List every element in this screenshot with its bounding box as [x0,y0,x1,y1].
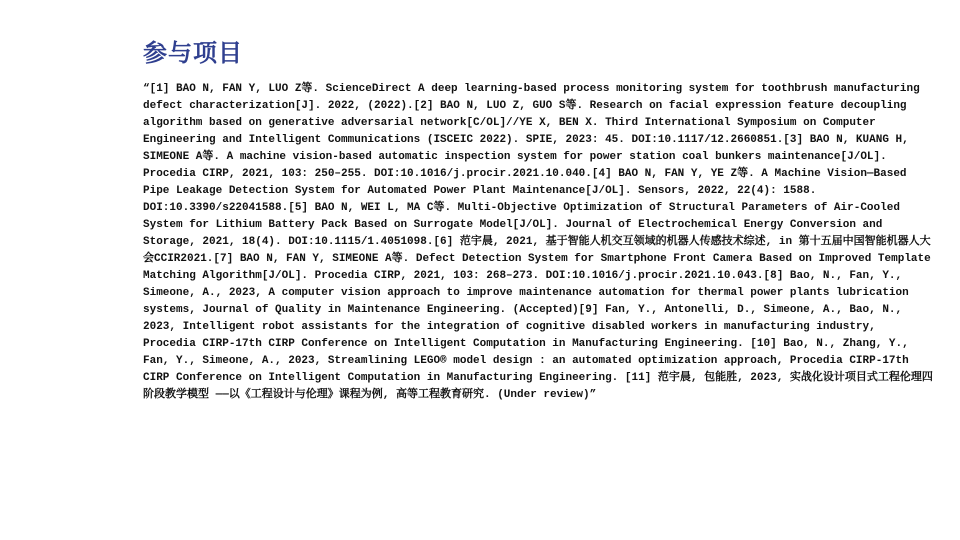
slide-title: 参与项目 [143,39,243,67]
references-text: “[1] BAO N, FAN Y, LUO Z等. ScienceDirect A deep learning-based process monitoring system for toothbrush manufacturing defect characterization[J]. 2022, (2022).[2] BAO N, LUO Z, GUO S等. Research on facial expression feature decoupling algorithm based on generative adversarial network[C/OL]//YE X, BEN X. Third International Symposium on Computer Engineering and Intelligent Communications (ISCEIC 2022). SPIE, 2023: 45. DOI:10.1117/12.2660851.[3] BAO N, KUANG H, SIMEONE A等. A machine vision-based automatic inspection system for power station coal bunkers maintenance[J/OL]. Procedia CIRP, 2021, 103: 250–255. DOI:10.1016/j.procir.2021.10.040.[4] BAO N, FAN Y, YE Z等. A Machine Vision—Based Pipe Leakage Detection System for Automated Power Plant Maintenance[J/OL]. Sensors, 2022, 22(4): 1588. DOI:10.3390/s22041588.[5] BAO N, WEI L, MA C等. Multi-Objective Optimization of Structural Parameters of Air-Cooled System for Lithium Battery Pack Based on Surrogate Model[J/OL]. Journal of Electrochemical Energy Conversion and Storage, 2021, 18(4). DOI:10.1115/1.4051098.[6] 范宇晨, 2021, 基于智能人机交互领域的机器人传感技术综述, in 第十五届中国智能机器人大会CCIR2021.[7] BAO N, FAN Y, SIMEONE A等. Defect Detection System for Smartphone Front Camera Based on Improved Template Matching Algorithm[J/OL]. Procedia CIRP, 2021, 103: 268–273. DOI:10.1016/j.procir.2021.10.043.[8] Bao, N., Fan, Y., Simeone, A., 2023, A computer vision approach to improve maintenance automation for thermal power plants lubrication systems, Journal of Quality in Maintenance Engineering. (Accepted)[9] Fan, Y., Antonelli, D., Simeone, A., Bao, N., 2023, Intelligent robot assistants for the integration of cognitive disabled workers in manufacturing industry, Procedia CIRP-17th CIRP Conference on Intelligent Computation in Manufacturing Engineering. [10] Bao, N., Zhang, Y., Fan, Y., Simeone, A., 2023, Streamlining LEGO® model design : an automated optimization approach, Procedia CIRP-17th CIRP Conference on Intelligent Computation in Manufacturing Engineering. [11] 范宇晨, 包能胜, 2023, 实战化设计项目式工程伦理四阶段教学模型 ——以《工程设计与伦理》课程为例, 高等工程教育研究. (Under review)” [143,83,933,401]
